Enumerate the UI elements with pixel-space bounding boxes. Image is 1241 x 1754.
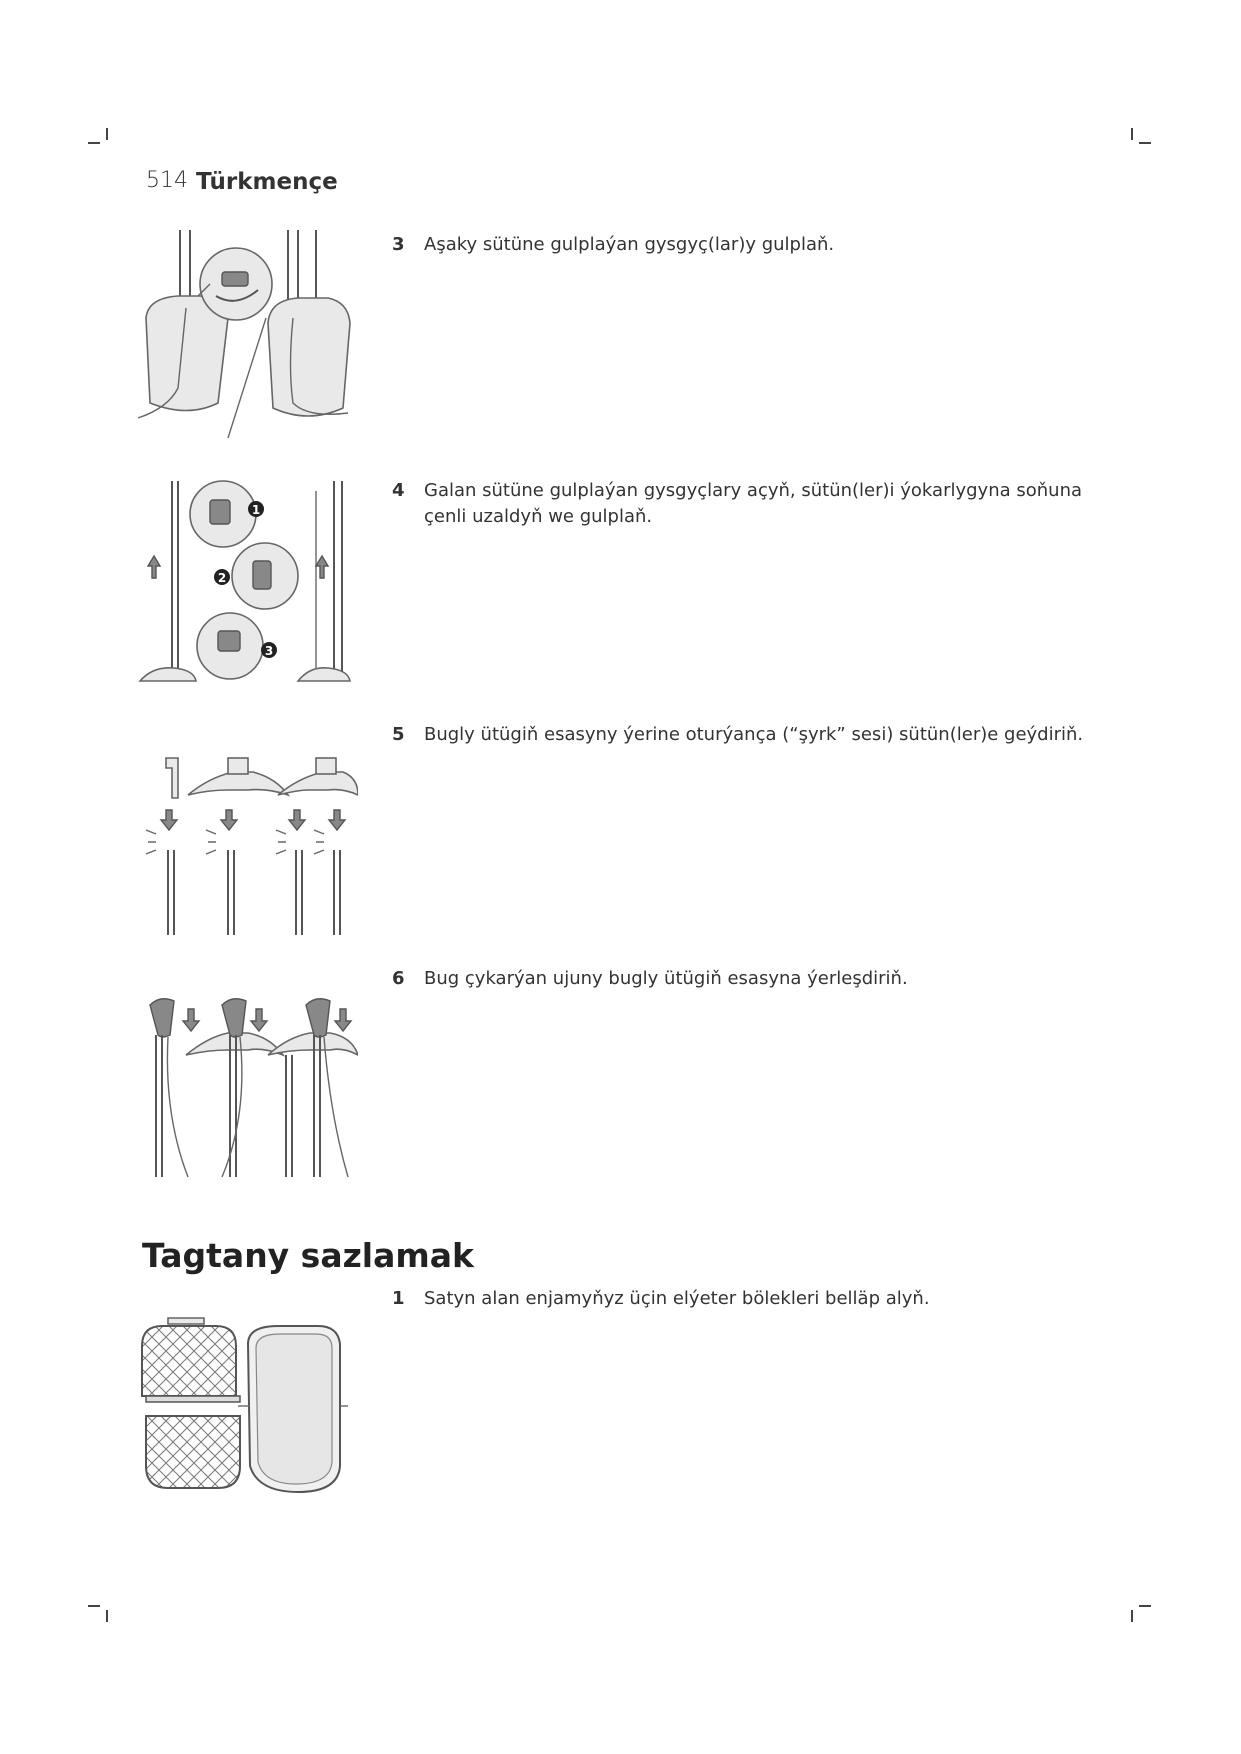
callout-1: 1 [251, 503, 261, 517]
page-language-title: Türkmençe [196, 169, 338, 195]
illustration-extend-poles [138, 476, 358, 686]
section-step-1 [392, 1286, 1112, 1312]
step-number: 5 [392, 724, 405, 745]
illustration-attach-base [138, 750, 358, 940]
illustration-lock-lower-pole [138, 228, 358, 443]
page-number: 514 [146, 168, 188, 193]
step-6 [392, 966, 1112, 992]
step-text: Aşaky sütüne gulplaýan gysgyç(lar)y gulplaň. [424, 234, 835, 255]
step-number: 6 [392, 968, 405, 989]
illustration-place-steam-head [138, 995, 358, 1180]
illustration-board-parts [138, 1316, 358, 1496]
callout-2: 2 [217, 571, 227, 585]
step-text: Satyn alan enjamyňyz üçin elýeter bölekleri belläp alyň. [424, 1288, 930, 1309]
step-text: Bug çykarýan ujuny bugly ütügiň esasyna ýerleşdiriň. [424, 968, 908, 989]
step-number: 1 [392, 1288, 405, 1309]
section-heading: Tagtany sazlamak [142, 1236, 474, 1275]
crop-mark-bottom-left [88, 1605, 100, 1607]
crop-mark-bottom-left-v [106, 1610, 108, 1622]
crop-mark-top-left [88, 142, 100, 144]
callout-3: 3 [264, 644, 274, 658]
step-text: Galan sütüne gulplaýan gysgyçlary açyň, sütün(ler)i ýokarlygyna soňuna çenli uzaldyň we gulplaň. [424, 480, 1083, 527]
crop-mark-bottom-right-v [1131, 1610, 1133, 1622]
crop-mark-bottom-right [1139, 1605, 1151, 1607]
step-number: 4 [392, 480, 405, 501]
crop-mark-top-right-v [1131, 128, 1133, 140]
step-4 [392, 478, 1112, 530]
crop-mark-top-right [1139, 142, 1151, 144]
crop-mark-top-left-v [106, 128, 108, 140]
step-text: Bugly ütügiň esasyny ýerine oturýança (“şyrk” sesi) sütün(ler)e geýdiriň. [424, 724, 1084, 745]
step-5 [392, 722, 1112, 748]
step-number: 3 [392, 234, 405, 255]
step-3 [392, 232, 1112, 258]
